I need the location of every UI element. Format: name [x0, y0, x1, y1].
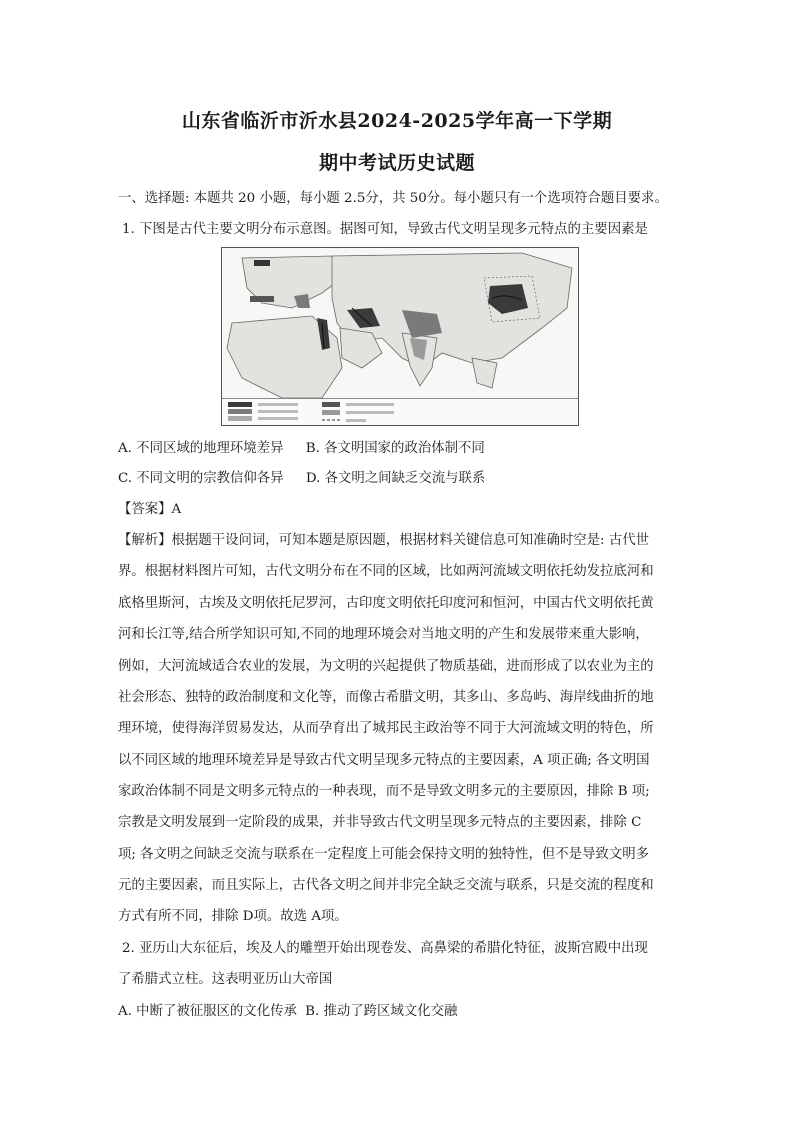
analysis-line: 以不同区域的地理环境差异是导致古代文明呈现多元特点的主要因素，A 项正确; 各文明国: [118, 753, 650, 768]
analysis-line: 底格里斯河，古埃及文明依托尼罗河，古印度文明依托印度河和恒河，中国古代文明依托黄: [118, 596, 654, 611]
analysis-line: 河和长江等,结合所学知识可知,不同的地理环境会对当地文明的产生和发展带来重大影响，: [118, 627, 649, 642]
q1-option-d[interactable]: D. 各文明之间缺乏交流与联系: [305, 471, 486, 486]
analysis-line: 界。根据材料图片可知，古代文明分布在不同的区域，比如两河流域文明依托幼发拉底河和: [118, 564, 654, 579]
analysis-line: 方式有所不同，排除 D项。故选 A项。: [118, 909, 348, 924]
analysis-line: 社会形态、独特的政治制度和文化等，而像古希腊文明，其多山、多岛屿、海岸线曲折的地: [118, 690, 654, 705]
map-legend: [222, 398, 578, 425]
ancient-civilization-map: [221, 247, 579, 426]
analysis-line: 宗教是文明发展到一定阶段的成果，并非导致古代文明呈现多元特点的主要因素，排除 C: [118, 815, 642, 830]
analysis-line: 【解析】根据题干设问词，可知本题是原因题，根据材料关键信息可知准确时空是: 古代世: [118, 533, 649, 548]
question-1-options-row2: [118, 467, 485, 486]
question-1-answer: 【答案】A: [118, 502, 182, 517]
q1-option-c[interactable]: C. 不同文明的宗教信仰各异: [118, 471, 284, 486]
map-legend-swatches: [222, 399, 578, 425]
question-1-stem: 1. 下图是古代主要文明分布示意图。据图可知，导致古代文明呈现多元特点的主要因素是: [122, 222, 648, 237]
analysis-line: 理环境，使得海洋贸易发达，从而孕育出了城邦民主政治等不同于大河流域文明的特色，所: [118, 721, 654, 736]
analysis-line: 项; 各文明之间缺乏交流与联系在一定程度上可能会保持文明的独特性，但不是导致文明多: [118, 847, 649, 862]
q2-option-a[interactable]: A. 中断了被征服区的文化传承: [118, 1004, 297, 1019]
analysis-line: 元的主要因素，而且实际上，古代各文明之间并非完全缺乏交流与联系，只是交流的程度和: [118, 878, 654, 893]
question-1-options-row1: [118, 437, 485, 456]
q2-option-b[interactable]: B. 推动了跨区域文化交融: [305, 1004, 458, 1019]
analysis-line: 例如，大河流域适合农业的发展，为文明的兴起提供了物质基础，进而形成了以农业为主的: [118, 659, 654, 674]
question-2-options-row1: [118, 1000, 457, 1019]
analysis-line: 家政治体制不同是文明多元特点的一种表现，而不是导致文明多元的主要原因，排除 B 项;: [118, 784, 650, 799]
exam-title-line1: 山东省临沂市沂水县2024-2025学年高一下学期: [181, 110, 613, 132]
q1-option-a[interactable]: A. 不同区域的地理环境差异: [118, 441, 284, 456]
question-2-stem-line1: 2. 亚历山大东征后，埃及人的雕塑开始出现卷发、高鼻梁的希腊化特征，波斯宫殿中出现: [122, 941, 648, 956]
exam-title-line2: 期中考试历史试题: [318, 152, 475, 174]
question-2-stem-line2: 了希腊式立柱。这表明亚历山大帝国: [118, 972, 333, 987]
q1-option-b[interactable]: B. 各文明国家的政治体制不同: [305, 441, 485, 456]
section-instruction: 一、选择题: 本题共 20 小题，每小题 2.5分，共 50分。每小题只有一个选项符合题目要求。: [118, 191, 668, 206]
